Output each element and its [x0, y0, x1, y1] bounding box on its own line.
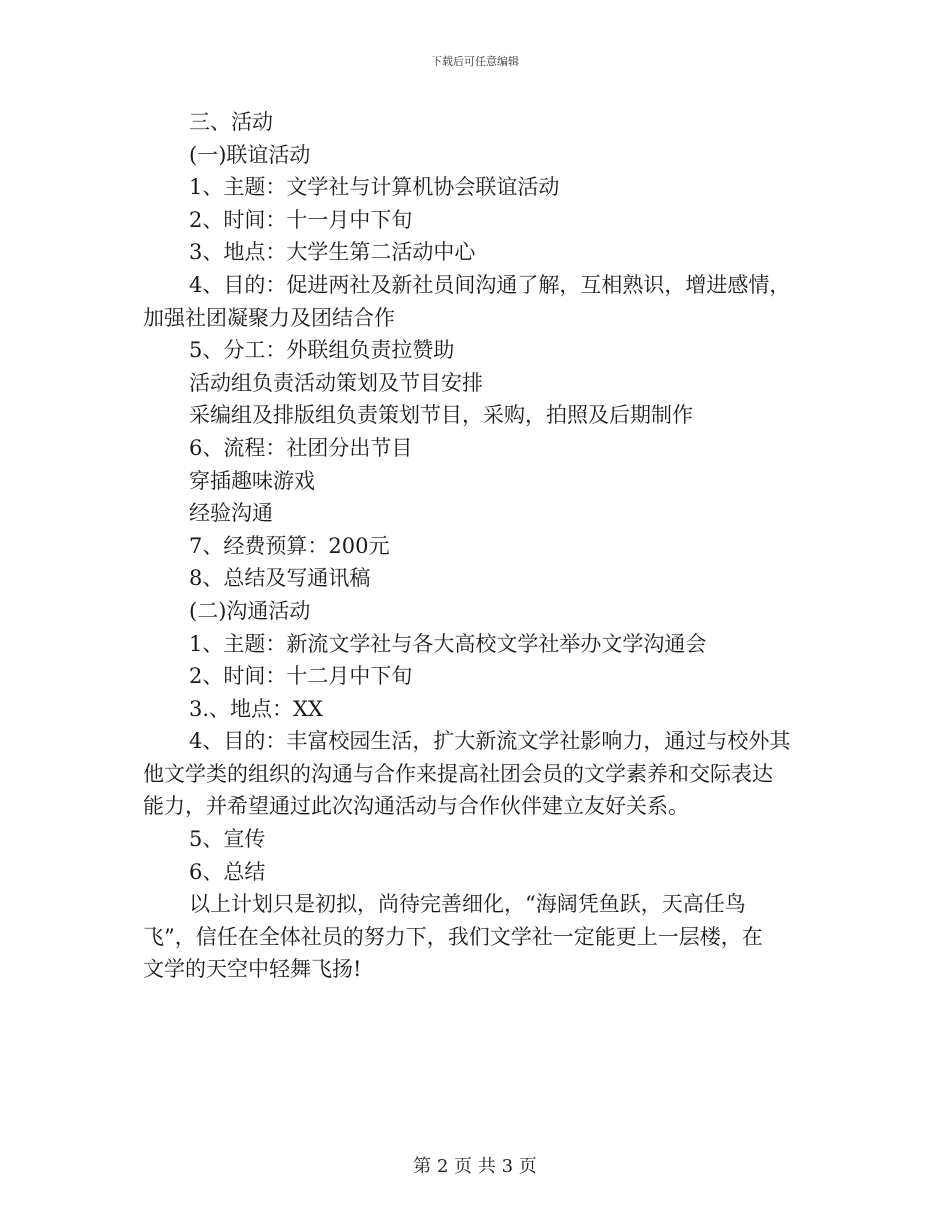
paragraph-line: 三、活动	[189, 110, 273, 134]
paragraph-line: 3.、地点：XX	[189, 696, 323, 721]
page-footer: 第 2 页 共 3 页	[413, 1156, 537, 1177]
paragraph-line: 6、流程：社团分出节目	[189, 435, 413, 460]
paragraph-line: (一)联谊活动	[189, 142, 311, 167]
paragraph-line: 1、主题：文学社与计算机协会联谊活动	[189, 175, 560, 200]
paragraph-line: 采编组及排版组负责策划节目，采购，拍照及后期制作	[189, 403, 693, 428]
paragraph-line: 3、地点：大学生第二活动中心	[189, 240, 476, 265]
paragraph-line: 6、总结	[189, 859, 266, 884]
paragraph-line: 能力，并希望通过此次沟通活动与合作伙伴建立友好关系。	[143, 794, 689, 819]
paragraph-line: 以上计划只是初拟，尚待完善细化，“海阔凭鱼跃，天高任鸟	[189, 892, 746, 917]
paragraph-line: 穿插趣味游戏	[189, 468, 315, 493]
paragraph-line: 4、目的：促进两社及新社员间沟通了解，互相熟识，增进感情，	[189, 272, 791, 297]
paragraph-line: 5、分工：外联组负责拉赞助	[189, 338, 455, 363]
paragraph-line: 2、时间：十一月中下旬	[189, 207, 413, 232]
document-body	[143, 106, 813, 986]
paragraph-line: 活动组负责活动策划及节目安排	[189, 370, 483, 395]
paragraph-line: 2、时间：十二月中下旬	[189, 664, 413, 689]
paragraph-line: 4、目的：丰富校园生活，扩大新流文学社影响力，通过与校外其	[189, 729, 791, 754]
paragraph-line: 加强社团凝聚力及团结合作	[143, 305, 395, 330]
paragraph-line: 7、经费预算：200元	[189, 533, 390, 558]
paragraph-line: 文学的天空中轻舞飞扬!	[143, 957, 362, 982]
paragraph-line: 5、宣传	[189, 827, 266, 852]
paragraph-line: 飞”，信任在全体社员的努力下，我们文学社一定能更上一层楼，在	[143, 924, 763, 949]
paragraph-line: 1、主题：新流文学社与各大高校文学社举办文学沟通会	[189, 631, 707, 656]
paragraph-line: 8、总结及写通讯稿	[189, 566, 371, 591]
header-note: 下载后可任意编辑	[431, 55, 519, 68]
paragraph-line: (二)沟通活动	[189, 598, 311, 623]
paragraph-line: 他文学类的组织的沟通与合作来提高社团会员的文学素养和交际表达	[143, 761, 773, 786]
paragraph-line: 经验沟通	[189, 501, 273, 526]
